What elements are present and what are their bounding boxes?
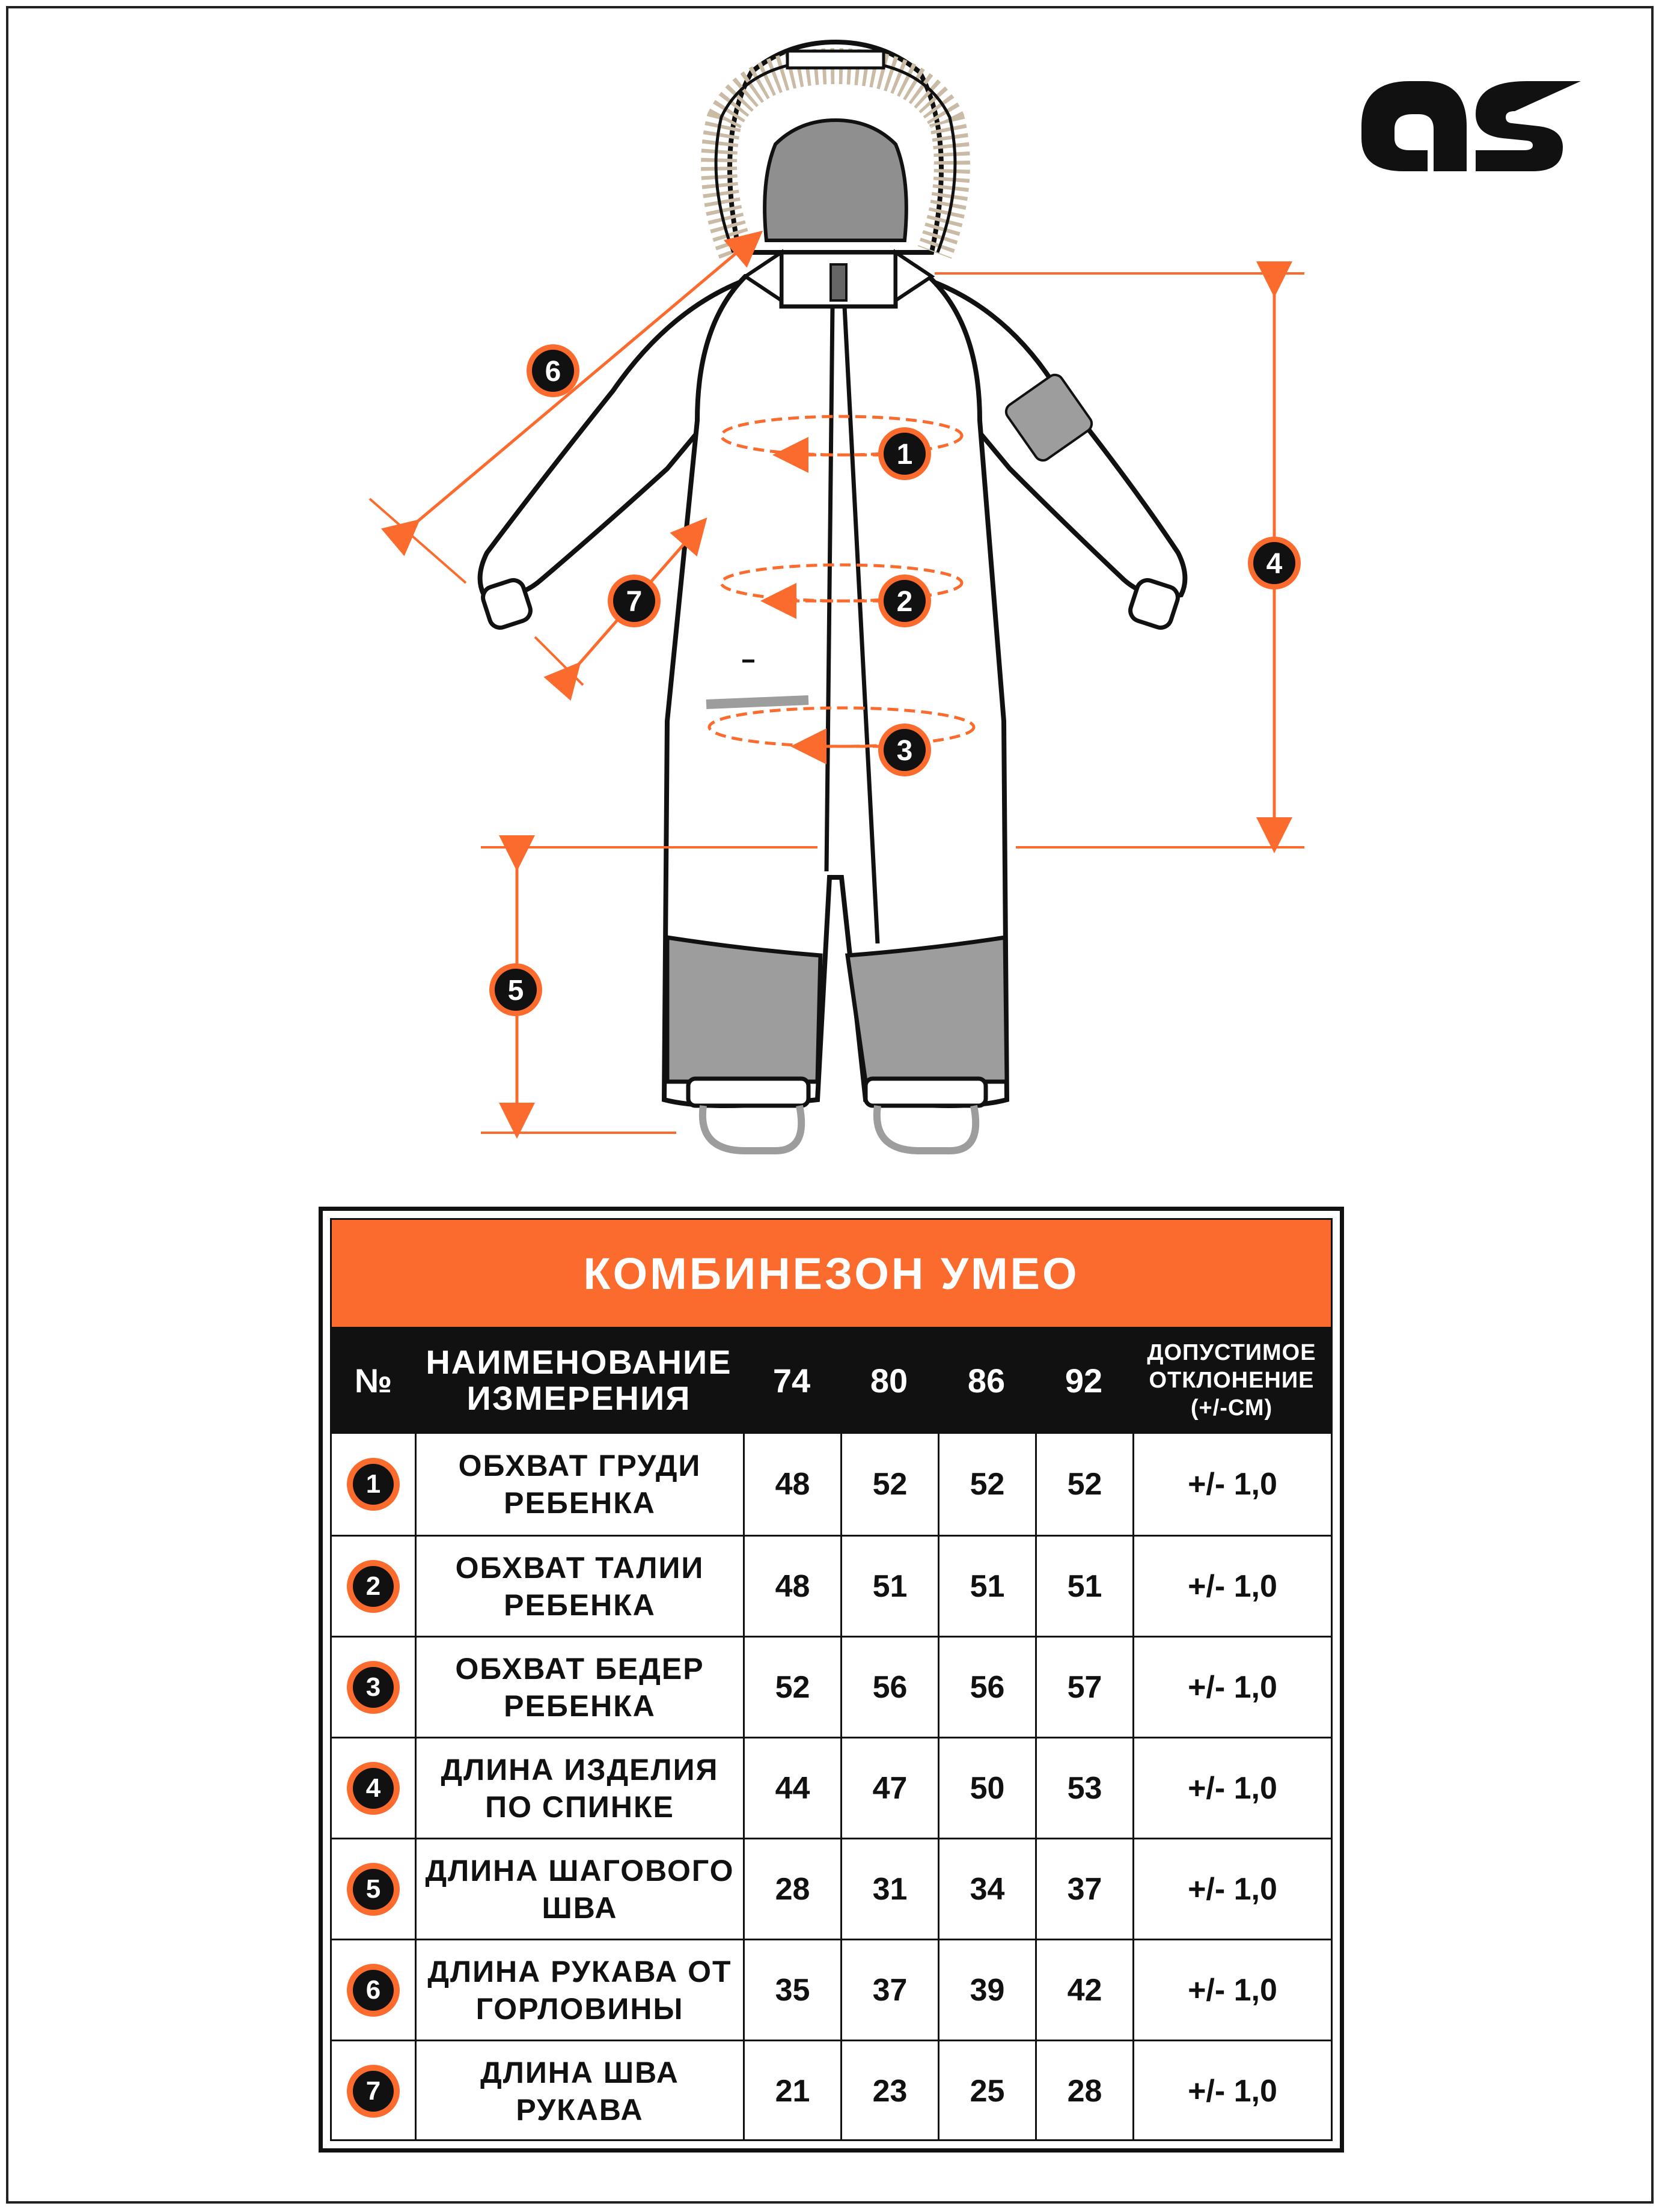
row-number-badge [347,1863,400,1916]
tolerance-value: +/- 1,0 [1132,1537,1331,1636]
measurement-name: ДЛИНА ШАГОВОГО ШВА [415,1839,743,1939]
table-row [332,1737,1331,1838]
value-92: 51 [1035,1537,1132,1636]
measurement-name: ОБХВАТ ГРУДИ РЕБЕНКА [415,1434,743,1535]
value-92: 42 [1035,1940,1132,2040]
svg-text:7: 7 [626,586,643,618]
value-80: 52 [840,1434,938,1535]
measurement-name: ДЛИНА ИЗДЕЛИЯ ПО СПИНКЕ [415,1738,743,1838]
row-number-badge [347,1560,400,1613]
value-86: 50 [938,1738,1035,1838]
svg-text:6: 6 [545,356,561,388]
table-row [332,1939,1331,2040]
value-92: 52 [1035,1434,1132,1535]
table-row [332,1838,1331,1939]
marker-7 [608,574,661,627]
svg-text:3: 3 [896,735,913,767]
marker-3 [878,724,931,776]
value-80: 56 [840,1638,938,1737]
value-92: 37 [1035,1839,1132,1939]
row-number-cell [332,1537,415,1636]
tolerance-value: +/- 1,0 [1132,1839,1331,1939]
row-number: 4 [353,1768,394,1809]
value-86: 52 [938,1434,1035,1535]
row-number-cell [332,1434,415,1535]
row-number-badge [347,1762,400,1815]
measurement-name: ДЛИНА ШВА РУКАВА [415,2041,743,2140]
table-row [332,1535,1331,1636]
header-size-80: 80 [870,1361,908,1400]
header-tolerance: ДОПУСТИМОЕ ОТКЛОНЕНИЕ (+/-СМ) [1147,1340,1316,1421]
row-number-badge [347,2065,400,2118]
size-table [319,1207,1344,2153]
row-number-badge [347,1458,400,1511]
row-number: 3 [353,1667,394,1708]
measurement-name: ДЛИНА РУКАВА ОТ ГОРЛОВИНЫ [415,1940,743,2040]
value-74: 52 [743,1638,840,1737]
value-80: 23 [840,2041,938,2140]
row-number-cell [332,1940,415,2040]
value-80: 51 [840,1537,938,1636]
measurement-name: ОБХВАТ БЕДЕР РЕБЕНКА [415,1638,743,1737]
marker-1 [878,427,931,480]
value-86: 56 [938,1638,1035,1737]
marker-6 [527,344,579,397]
value-74: 28 [743,1839,840,1939]
row-number: 1 [353,1464,394,1505]
marker-4 [1248,537,1301,590]
value-74: 35 [743,1940,840,2040]
value-92: 57 [1035,1638,1132,1737]
marker-5 [489,963,542,1016]
hood [716,42,955,252]
svg-text:2: 2 [896,586,913,618]
marker-2 [878,574,931,627]
row-number-cell [332,1839,415,1939]
row-number: 5 [353,1869,394,1910]
row-number-cell [332,1638,415,1737]
row-number: 6 [353,1970,394,2011]
row-number: 2 [353,1566,394,1607]
value-86: 51 [938,1537,1035,1636]
row-number: 7 [353,2071,394,2112]
value-74: 21 [743,2041,840,2140]
header-size-86: 86 [967,1361,1006,1400]
value-74: 44 [743,1738,840,1838]
size-table-inner [330,1218,1333,2141]
jumpsuit-body [480,252,1185,1151]
table-body [332,1434,1331,2139]
svg-text:1: 1 [896,439,913,471]
header-size-74: 74 [772,1361,811,1400]
table-row [332,1434,1331,1535]
tolerance-value: +/- 1,0 [1132,1940,1331,2040]
row-number-badge [347,1661,400,1714]
header-number: № [354,1361,393,1400]
value-86: 39 [938,1940,1035,2040]
table-header-row [332,1327,1331,1434]
tolerance-value: +/- 1,0 [1132,1434,1331,1535]
table-title: КОМБИНЕЗОН УМЕО [583,1248,1080,1299]
row-number-cell [332,1738,415,1838]
value-74: 48 [743,1537,840,1636]
tolerance-value: +/- 1,0 [1132,1738,1331,1838]
row-number-badge [347,1964,400,2017]
header-name: НАИМЕНОВАНИЕ ИЗМЕРЕНИЯ [426,1343,732,1417]
table-row [332,1636,1331,1737]
value-92: 28 [1035,2041,1132,2140]
value-80: 31 [840,1839,938,1939]
value-74: 48 [743,1434,840,1535]
value-86: 34 [938,1839,1035,1939]
svg-text:4: 4 [1266,548,1283,580]
value-80: 47 [840,1738,938,1838]
row-number-cell [332,2041,415,2140]
table-row [332,2040,1331,2140]
tolerance-value: +/- 1,0 [1132,2041,1331,2140]
value-80: 37 [840,1940,938,2040]
value-86: 25 [938,2041,1035,2140]
table-title-bar [332,1220,1331,1327]
measurement-name: ОБХВАТ ТАЛИИ РЕБЕНКА [415,1537,743,1636]
svg-text:5: 5 [507,975,524,1007]
tolerance-value: +/- 1,0 [1132,1638,1331,1737]
header-size-92: 92 [1065,1361,1103,1400]
value-92: 53 [1035,1738,1132,1838]
